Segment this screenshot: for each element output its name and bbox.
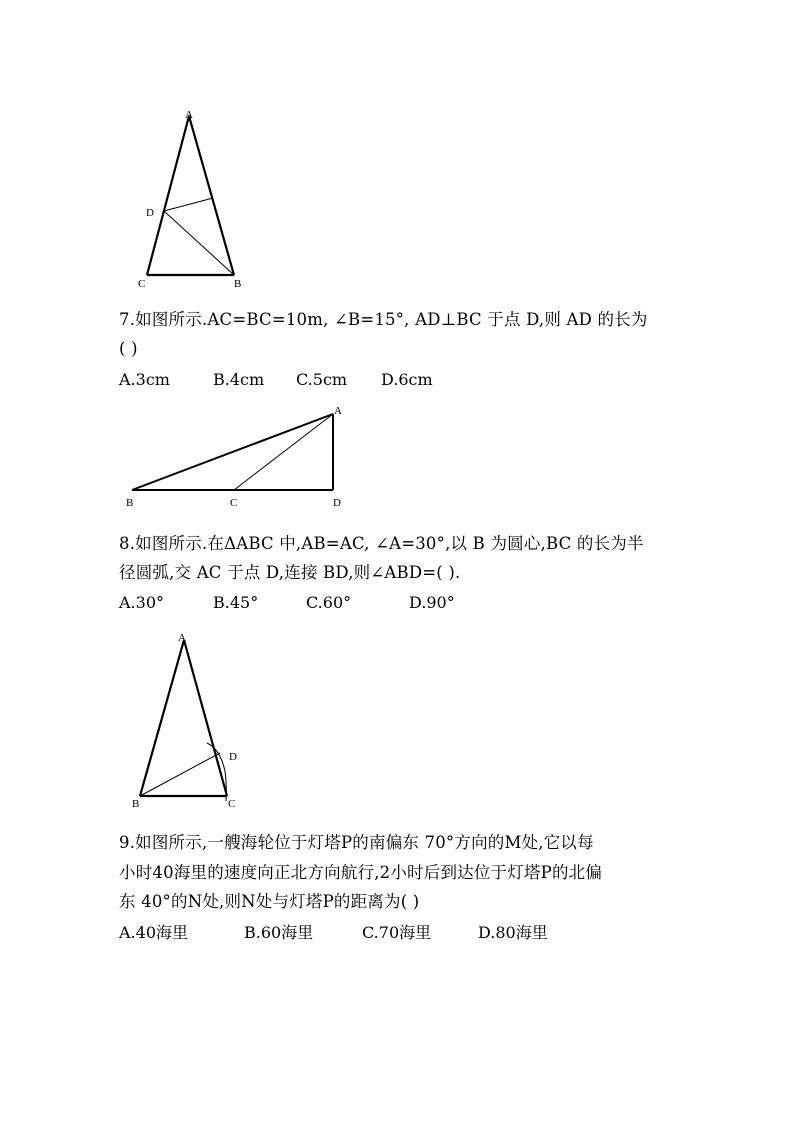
label-c: C [230,497,238,509]
q7-option-d: D.6cm [381,370,433,389]
side-ab [189,116,234,275]
arc [207,743,226,801]
triangle-figure-2 [120,400,360,512]
segment-d-perp [164,198,213,211]
segment-bd [140,753,220,796]
figure-1 [130,104,260,294]
triangle-figure-3 [125,625,255,815]
question-9-line-2: 小时40海里的速度向正北方向航行,2小时后到达位于灯塔P的北偏 [119,863,603,882]
question-8-line-2: 径圆弧,交 AC 于点 D,连接 BD,则∠ABD=( ). [119,563,461,582]
q7-option-a: A.3cm [119,370,170,389]
side-ba [132,414,333,490]
q8-option-d: D.90° [409,593,455,612]
label-d: D [146,207,154,219]
label-b: B [132,798,140,810]
figure-3 [125,625,255,815]
segment-ca [234,414,333,490]
label-a: A [185,109,193,121]
q9-option-d: D.80海里 [478,923,548,942]
triangle-figure-1 [130,104,260,294]
q8-option-a: A.30° [119,593,164,612]
q9-option-a: A.40海里 [119,923,189,942]
q8-option-b: B.45° [213,593,259,612]
segment-db [164,211,234,275]
label-a: A [178,632,186,644]
side-ab [140,640,184,796]
label-b: B [234,278,242,290]
question-8-line-1: 8.如图所示.在ΔABC 中,AB=AC, ∠A=30°,以 B 为圆心,BC 的长为半 [119,534,644,553]
label-c: C [228,798,236,810]
q7-option-c: C.5cm [296,370,348,389]
label-d: D [333,497,341,509]
label-d: D [229,751,237,763]
side-ac [184,640,227,796]
question-7-line-2: ( ) [119,339,138,358]
question-7-line-1: 7.如图所示.AC=BC=10m, ∠B=15°, AD⊥BC 于点 D,则 AD 的长为 [119,310,648,329]
q9-option-b: B.60海里 [244,923,314,942]
label-b: B [126,497,134,509]
label-a: A [334,405,342,417]
q7-option-b: B.4cm [213,370,265,389]
question-9-line-3: 东 40°的N处,则N处与灯塔P的距离为( ) [119,892,420,911]
q9-option-c: C.70海里 [362,923,432,942]
q8-option-c: C.60° [306,593,352,612]
figure-2 [120,400,360,512]
question-9-line-1: 9.如图所示,一艘海轮位于灯塔P的南偏东 70°方向的M处,它以每 [119,833,594,852]
label-c: C [138,278,146,290]
side-ac [147,116,189,275]
